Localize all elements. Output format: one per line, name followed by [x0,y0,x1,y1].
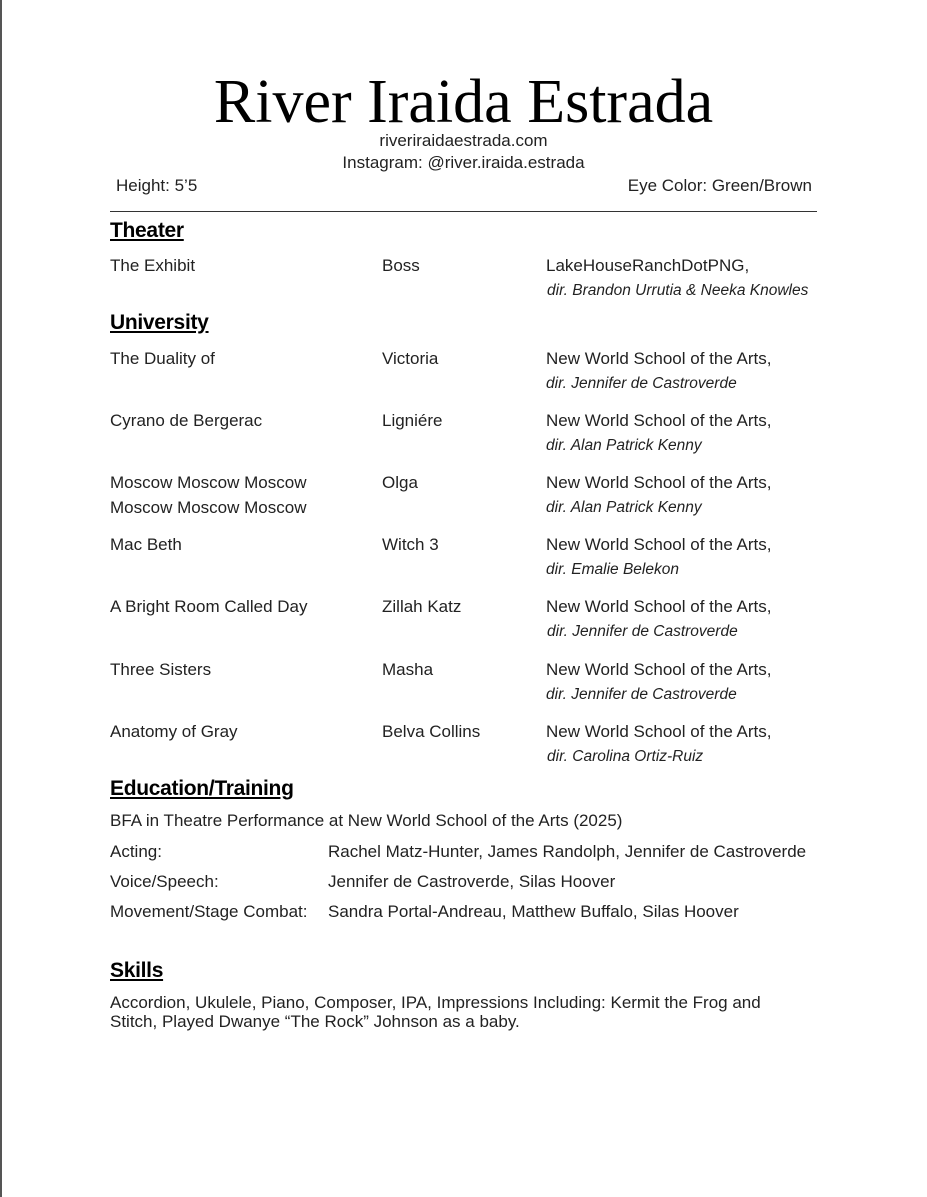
page-edge [0,0,2,1197]
credit-role: Ligniére [382,411,443,430]
credit-venue: New World School of the Arts, [546,349,772,368]
skills-heading: Skills [110,959,164,982]
training-value: Rachel Matz-Hunter, James Randolph, Jennifer de Castroverde [328,842,807,861]
training-value: Jennifer de Castroverde, Silas Hoover [328,872,616,891]
credit-title: Three Sisters [110,660,212,679]
website-text: riveriraidaestrada.com [379,131,548,150]
credit-venue: New World School of the Arts, [546,411,772,430]
instagram-text: Instagram: @river.iraida.estrada [342,153,585,172]
credit-role: Witch 3 [382,535,439,554]
credit-director: dir. Jennifer de Castroverde [547,623,738,640]
credit-role: Boss [382,256,420,275]
credit-venue: New World School of the Arts, [546,722,772,741]
credit-director: dir. Jennifer de Castroverde [546,686,737,703]
credit-director: dir. Alan Patrick Kenny [546,437,702,454]
credit-role: Olga [382,473,418,492]
height-text: Height: 5’5 [116,176,198,195]
credit-venue: New World School of the Arts, [546,473,772,492]
credit-director: dir. Carolina Ortiz-Ruiz [547,748,704,765]
credit-role: Masha [382,660,434,679]
credit-title: The Duality of [110,349,215,368]
credit-title-line2: Moscow Moscow Moscow [110,498,307,517]
credit-role: Victoria [382,349,439,368]
resume-name: River Iraida Estrada [213,68,714,136]
header-divider [110,211,817,212]
credit-venue: New World School of the Arts, [546,535,772,554]
training-label: Acting: [110,842,162,861]
credit-director: dir. Brandon Urrutia & Neeka Knowles [547,282,809,299]
education-heading: Education/Training [110,777,294,800]
training-value: Sandra Portal-Andreau, Matthew Buffalo, Silas Hoover [328,902,739,921]
eye-color-text: Eye Color: Green/Brown [627,176,812,195]
degree-text: BFA in Theatre Performance at New World School of the Arts (2025) [110,811,623,830]
credit-director: dir. Emalie Belekon [546,561,679,578]
credit-title: A Bright Room Called Day [110,597,308,616]
skills-text: Accordion, Ukulele, Piano, Composer, IPA, Impressions Including: Kermit the Frog and Stitch, Played Dwanye “The Rock” Johnson as a baby. [110,993,761,1031]
credit-title: The Exhibit [110,256,196,275]
training-label: Voice/Speech: [110,872,219,891]
credit-title: Mac Beth [110,535,182,554]
credit-director: dir. Alan Patrick Kenny [546,499,702,516]
credit-venue: New World School of the Arts, [546,660,772,679]
training-label: Movement/Stage Combat: [110,902,308,921]
credit-director: dir. Jennifer de Castroverde [546,375,737,392]
theater-heading: Theater [110,219,184,242]
university-heading: University [110,311,209,334]
credit-venue: LakeHouseRanchDotPNG, [546,256,750,275]
credit-title: Anatomy of Gray [110,722,238,741]
credit-role: Belva Collins [382,722,481,741]
credit-title: Cyrano de Bergerac [110,411,263,430]
credit-venue: New World School of the Arts, [546,597,772,616]
credit-role: Zillah Katz [382,597,462,616]
credit-title: Moscow Moscow Moscow [110,473,307,492]
